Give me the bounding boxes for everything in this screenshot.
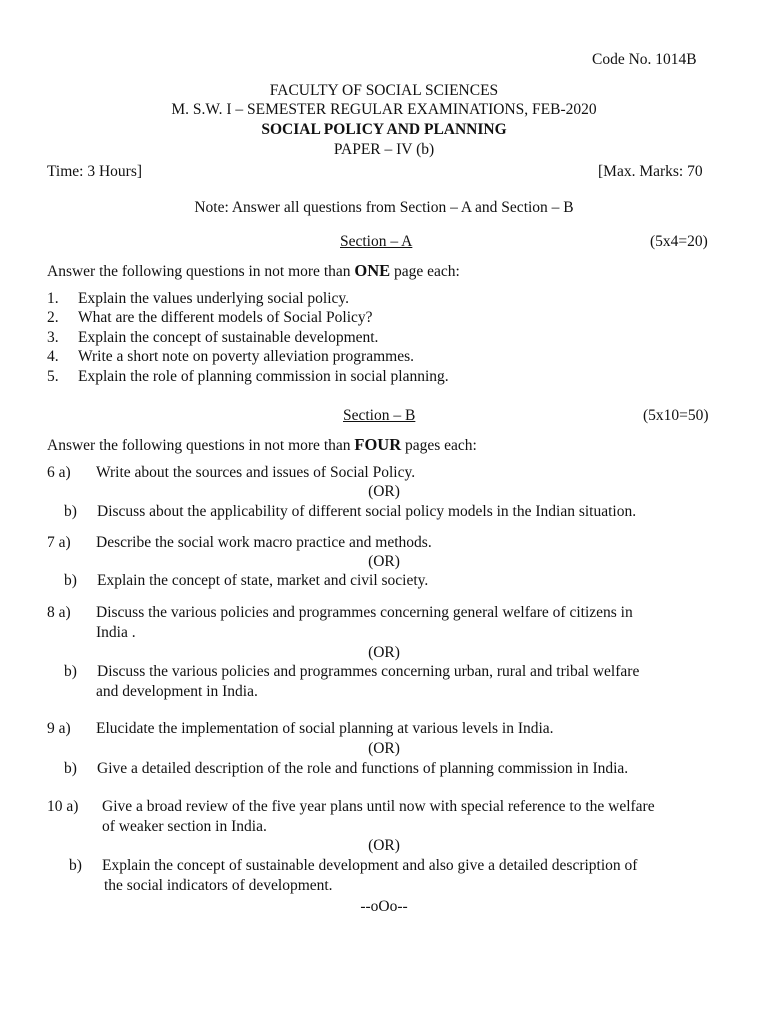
question-text: of weaker section in India. [102,818,267,835]
section-a-title: Section – A [340,233,413,250]
question-text: Elucidate the implementation of social planning at various levels in India. [96,720,554,737]
question-text: Explain the values underlying social policy. [78,290,350,307]
instruction-emphasis: FOUR [354,435,402,454]
question-number: 5. [47,368,59,385]
question-text: Discuss the various policies and programmes concerning general welfare of citizens in [96,604,633,621]
question-text: Explain the concept of sustainable development and also give a detailed description of [102,857,638,874]
instruction-text: page each: [390,263,460,280]
question-text: and development in India. [96,683,258,700]
section-b-instruction [47,437,477,454]
code-number: Code No. 1014B [592,51,697,68]
question-text: Give a detailed description of the role and functions of planning commission in India. [97,760,629,777]
question-number: b) [69,857,82,874]
instruction-text: Answer the following questions in not more than [47,437,355,454]
note-text: Note: Answer all questions from Section – A and Section – B [194,199,574,216]
subject-title: SOCIAL POLICY AND PLANNING [261,121,507,138]
question-number: 7 a) [47,534,71,551]
question-number: 1. [47,290,59,307]
question-text: Explain the concept of state, market and civil society. [97,572,429,589]
or-label: (OR) [368,644,400,661]
question-number: 3. [47,329,59,346]
question-number: 8 a) [47,604,71,621]
question-number: 4. [47,348,59,365]
faculty-title: FACULTY OF SOCIAL SCIENCES [269,82,499,99]
section-a-instruction [47,263,460,280]
question-number: b) [64,572,77,589]
question-text: What are the different models of Social Policy? [78,309,373,326]
question-text: Discuss the various policies and programmes concerning urban, rural and tribal welfare [97,663,640,680]
max-marks-label: [Max. Marks: 70 [598,163,703,180]
question-text: Explain the role of planning commission in social planning. [78,368,449,385]
question-text: Explain the concept of sustainable development. [78,329,379,346]
or-label: (OR) [368,837,400,854]
paper-label: PAPER – IV (b) [333,141,435,158]
question-text: Give a broad review of the five year plans until now with special reference to the welfare [102,798,655,815]
question-number: b) [64,760,77,777]
or-label: (OR) [368,483,400,500]
section-b-marks: (5x10=50) [643,407,709,424]
question-text: Write a short note on poverty alleviation programmes. [78,348,414,365]
question-number: b) [64,663,77,680]
time-label: Time: 3 Hours] [47,163,143,180]
end-mark: --oOo-- [360,898,408,915]
question-number: 6 a) [47,464,71,481]
question-text: the social indicators of development. [104,877,333,894]
or-label: (OR) [368,553,400,570]
instruction-text: Answer the following questions in not more than [47,263,355,280]
instruction-text: pages each: [401,437,477,454]
question-text: India . [96,624,136,641]
question-number: 2. [47,309,59,326]
question-text: Write about the sources and issues of Social Policy. [96,464,416,481]
instruction-emphasis: ONE [354,261,391,280]
section-b-title: Section – B [343,407,416,424]
section-a-marks: (5x4=20) [650,233,708,250]
question-number: 9 a) [47,720,71,737]
question-number: b) [64,503,77,520]
exam-title: M. S.W. I – SEMESTER REGULAR EXAMINATIONS, FEB-2020 [171,101,597,118]
question-text: Discuss about the applicability of different social policy models in the Indian situation. [97,503,637,520]
question-text: Describe the social work macro practice and methods. [96,534,432,551]
question-number: 10 a) [47,798,79,815]
or-label: (OR) [368,740,400,757]
